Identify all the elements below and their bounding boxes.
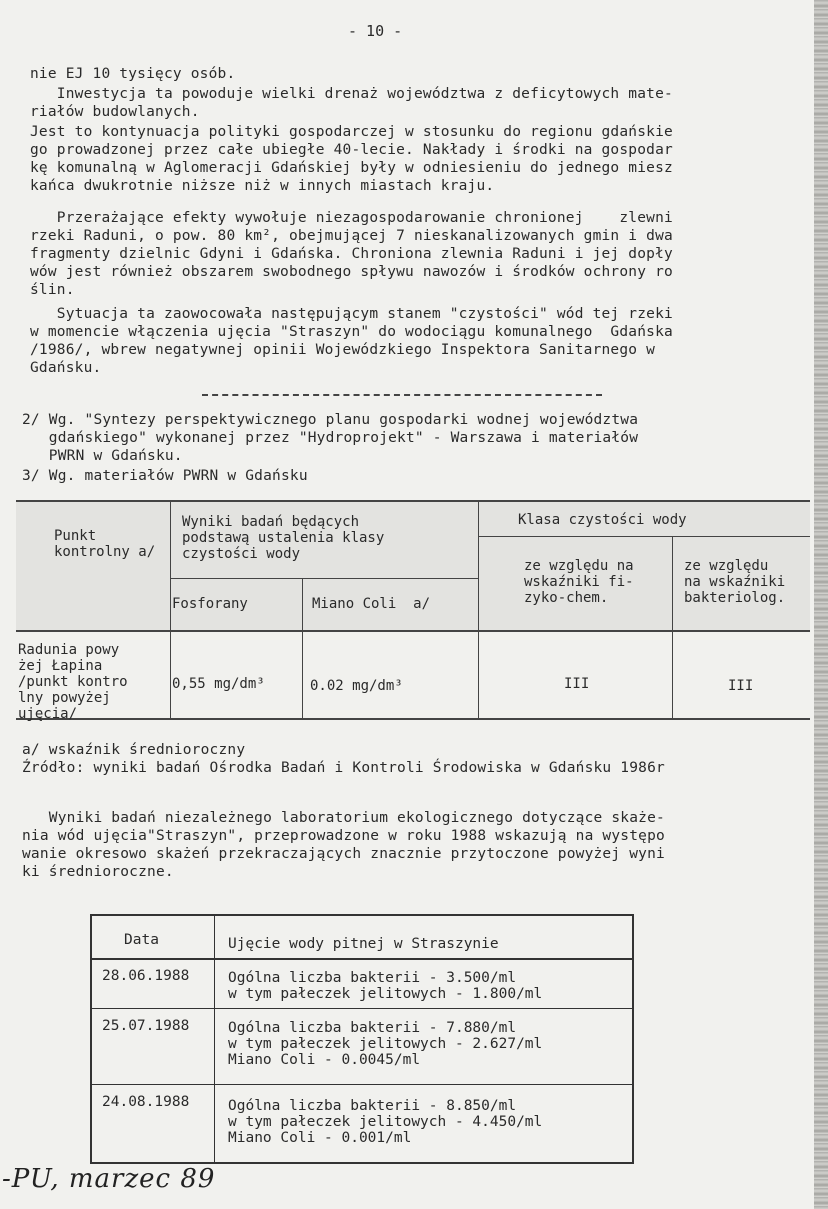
footnote-line: PWRN w Gdańsku. bbox=[22, 448, 183, 464]
row-results: Ogólna liczba bakterii - 3.500/ml w tym pałeczek jelitowych - 1.800/ml bbox=[228, 970, 543, 1002]
header-data: Data bbox=[124, 932, 159, 948]
body-line: Jest to kontynuacja polityki gospodarczej w stosunku do regionu gdańskie bbox=[30, 124, 673, 140]
table-border bbox=[90, 958, 634, 960]
header-punkt-kontrolny: Punkt kontrolny a/ bbox=[54, 528, 156, 560]
note-line: wanie okresowo skażeń przekraczających znacznie przytoczone powyżej wyni bbox=[22, 846, 665, 862]
body-line: kańca dwukrotnie niższe niż w innych miastach kraju. bbox=[30, 178, 495, 194]
table-border bbox=[302, 578, 303, 720]
footnote-line: 2/ Wg. "Syntezy perspektywicznego planu gospodarki wodnej województwa bbox=[22, 412, 639, 428]
water-quality-table bbox=[16, 500, 810, 720]
header-bakteriolog: ze względu na wskaźniki bakteriolog. bbox=[684, 558, 786, 606]
header-wyniki-badan: Wyniki badań będących podstawą ustalenia klasy czystości wody bbox=[182, 514, 385, 562]
body-line: kę komunalną w Aglomeracji Gdańskiej były w odniesieniu do jednego miesz bbox=[30, 160, 673, 176]
footnote-line: 3/ Wg. materiałów PWRN w Gdańsku bbox=[22, 468, 308, 484]
body-line: Inwestycja ta powoduje wielki drenaż województwa z deficytowych mate- bbox=[30, 86, 673, 102]
body-line: nie EJ 10 tysięcy osób. bbox=[30, 66, 236, 82]
body-line: go prowadzonej przez całe ubiegłe 40-lecie. Nakłady i środki na gospodar bbox=[30, 142, 673, 158]
body-line: Przerażające efekty wywołuje niezagospodarowanie chronionej zlewni bbox=[30, 210, 673, 226]
table-border bbox=[90, 1008, 634, 1009]
table-border bbox=[90, 914, 634, 916]
row-results: Ogólna liczba bakterii - 8.850/ml w tym pałeczek jelitowych - 4.450/ml Miano Coli - 0.001/ml bbox=[228, 1098, 543, 1146]
straszyn-contamination-table bbox=[90, 914, 634, 1164]
cell-miano-coli: 0.02 mg/dm³ bbox=[310, 678, 403, 694]
body-line: ślin. bbox=[30, 282, 75, 298]
row-date: 28.06.1988 bbox=[102, 968, 190, 984]
header-ujecie-wody: Ujęcie wody pitnej w Straszynie bbox=[228, 936, 499, 952]
header-fizyko-chem: ze względu na wskaźniki fi- zyko-chem. bbox=[524, 558, 634, 606]
table-border bbox=[478, 536, 810, 537]
table-border bbox=[672, 536, 673, 720]
note-line: a/ wskaźnik średnioroczny bbox=[22, 742, 246, 758]
handwritten-note: -PU, marzec 89 bbox=[2, 1164, 216, 1194]
row-date: 25.07.1988 bbox=[102, 1018, 190, 1034]
table-border bbox=[16, 718, 810, 720]
header-klasa-czystosci: Klasa czystości wody bbox=[518, 512, 687, 528]
table-border bbox=[214, 914, 215, 1164]
body-line: wów jest również obszarem swobodnego spływu nawozów i środków ochrony ro bbox=[30, 264, 673, 280]
body-line: Sytuacja ta zaowocowała następującym stanem "czystości" wód tej rzeki bbox=[30, 306, 673, 322]
footnote-line: gdańskiego" wykonanej przez "Hydroprojekt" - Warszawa i materiałów bbox=[22, 430, 639, 446]
body-line: riałów budowlanych. bbox=[30, 104, 200, 120]
body-line: Gdańsku. bbox=[30, 360, 102, 376]
scanned-page-edge bbox=[814, 0, 828, 1209]
table-border bbox=[90, 1084, 634, 1085]
header-miano-coli: Miano Coli a/ bbox=[312, 596, 431, 612]
table-border bbox=[16, 500, 810, 502]
table-border bbox=[16, 630, 810, 632]
note-line: nia wód ujęcia"Straszyn", przeprowadzone w roku 1988 wskazują na występo bbox=[22, 828, 665, 844]
cell-klasa-fizyko: III bbox=[564, 676, 590, 692]
body-line: /1986/, wbrew negatywnej opinii Wojewódzkiego Inspektora Sanitarnego w bbox=[30, 342, 656, 358]
table-border bbox=[170, 500, 171, 720]
table-border bbox=[478, 500, 479, 720]
header-fosforany: Fosforany bbox=[172, 596, 248, 612]
dashed-separator bbox=[202, 394, 602, 396]
cell-klasa-bakter: III bbox=[728, 678, 754, 694]
cell-punkt: Radunia powy żej Łapina /punkt kontro lny powyżej ujęcia/ bbox=[18, 642, 128, 722]
body-line: fragmenty dzielnic Gdyni i Gdańska. Chroniona zlewnia Raduni i jej dopły bbox=[30, 246, 673, 262]
table-border bbox=[632, 914, 634, 1164]
cell-fosforany: 0,55 mg/dm³ bbox=[172, 676, 265, 692]
body-line: w momencie włączenia ujęcia "Straszyn" do wodociągu komunalnego Gdańska bbox=[30, 324, 673, 340]
note-line: ki średnioroczne. bbox=[22, 864, 174, 880]
row-date: 24.08.1988 bbox=[102, 1094, 190, 1110]
body-line: rzeki Raduni, o pow. 80 km², obejmującej 7 nieskanalizowanych gmin i dwa bbox=[30, 228, 673, 244]
note-line: Źródło: wyniki badań Ośrodka Badań i Kontroli Środowiska w Gdańsku 1986r bbox=[22, 760, 665, 776]
table-border bbox=[170, 578, 478, 579]
page-number: - 10 - bbox=[348, 22, 403, 40]
table-border bbox=[90, 914, 92, 1164]
note-line: Wyniki badań niezależnego laboratorium ekologicznego dotyczące skaże- bbox=[22, 810, 665, 826]
row-results: Ogólna liczba bakterii - 7.880/ml w tym pałeczek jelitowych - 2.627/ml Miano Coli - 0.0045/ml bbox=[228, 1020, 543, 1068]
